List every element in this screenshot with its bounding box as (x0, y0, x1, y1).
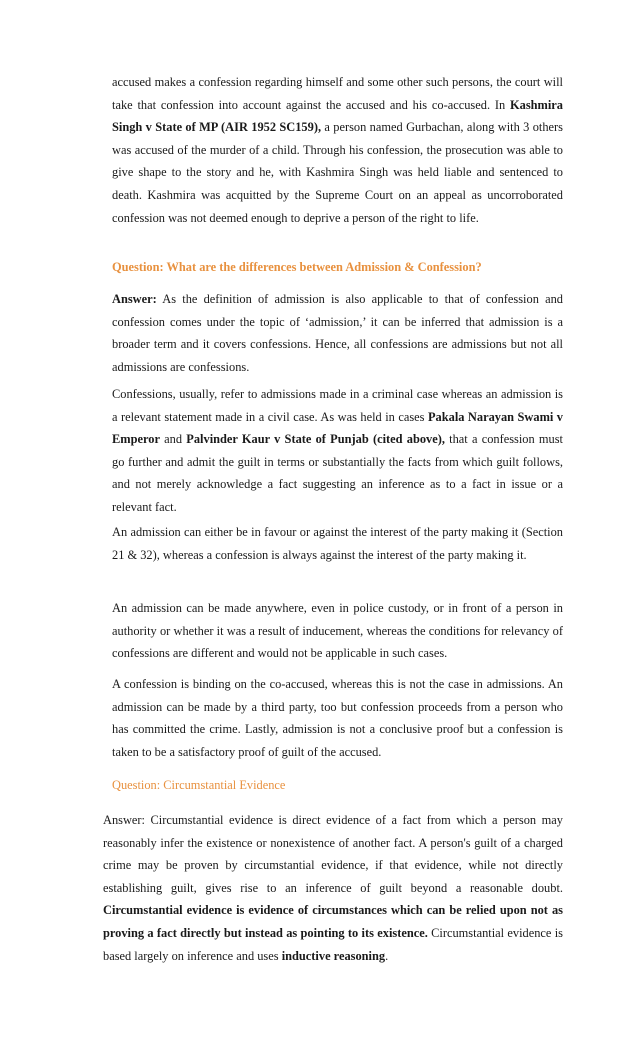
paragraph-text: a person named Gurbachan, along with 3 others was accused of the murder of a child. Through his confession, the prosecution was able to give shape to the story and he, with Kashmira Singh was held liable and sentenced to death. Kashmira was acquitted by the Supreme Court on an appeal as uncorroborated confession was not deemed enough to deprive a person of the right to life. (112, 120, 563, 225)
answer-text: Circumstantial evidence is based largely on inference and uses (103, 925, 563, 963)
paragraph-where-made: An admission can be made anywhere, even in police custody, or in front of a person in authority or whether it was a result of inducement, whereas the conditions for relevancy of confessions are different and would not be applicable in such cases. (112, 601, 563, 661)
case-citation-pakala: Pakala Narayan Swami v Emperor (112, 409, 564, 447)
answer-admission-vs-confession (112, 288, 563, 378)
question-admission-vs-confession: Question: What are the differences between Admission & Confession? (112, 260, 482, 274)
answer-text: As the definition of admission is also applicable to that of confession and confession comes under the topic of ‘admission,’ it can be inferred that admission is a broader term and it covers confessions. Hence, all confessions are admissions but not all admissions are confessions. (112, 292, 563, 374)
bold-definition: Circumstantial evidence is evidence of circumstances which can be relied upon not as proving a fact directly but instead as pointing to its existence. (103, 903, 563, 940)
answer-text: Answer: Circumstantial evidence is direct evidence of a fact from which a person may reasonably infer the existence or nonexistence of another fact. A person's guilt of a charged crime may be proven by circumstantial evidence, if that evidence, while not directly establishing guilt, gives rise to an inference of guilt beyond a reasonable doubt. (103, 813, 563, 895)
paragraph-text: and (159, 432, 187, 447)
answer-text: . (385, 948, 389, 963)
case-citation-kashmira: Kashmira Singh v State of MP (AIR 1952 SC159), (112, 97, 563, 135)
case-citation-palvinder: Palvinder Kaur v State of Punjab (cited above), (186, 432, 445, 447)
paragraph-criminal-vs-civil (112, 383, 563, 519)
paragraph-interest-of-party: An admission can either be in favour or against the interest of the party making it (Section 21 & 32), whereas a confession is always against the interest of the party making it. (112, 525, 563, 562)
paragraph-text: Confessions, usually, refer to admissions made in a criminal case whereas an admission is a relevant statement made in a civil case. As was held in cases (112, 387, 563, 424)
paragraph-text: accused makes a confession regarding himself and some other such persons, the court will take that confession into account against the accused and his co-accused. In (112, 75, 563, 112)
bold-term-inductive-reasoning: inductive reasoning (281, 948, 386, 963)
answer-label: Answer: (112, 292, 157, 306)
paragraph-binding-co-accused: A confession is binding on the co-accused, whereas this is not the case in admissions. An admission can be made by a third party, too but confession proceeds from a person who has committed the crime. Lastly, admission is not a conclusive proof but a confession is taken to be a satisfactory proof of guilt of the accused. (112, 677, 563, 759)
question-circumstantial-evidence: Question: Circumstantial Evidence (112, 778, 286, 792)
paragraph-text: that a confession must go further and admit the guilt in terms or substantially the facts from which guilt follows, and not merely acknowledge a fact suggesting an inference as to a fact in issue or a relevant fact. (112, 432, 564, 514)
answer-circumstantial-evidence (103, 809, 563, 967)
paragraph-kashmira-singh (112, 71, 563, 229)
